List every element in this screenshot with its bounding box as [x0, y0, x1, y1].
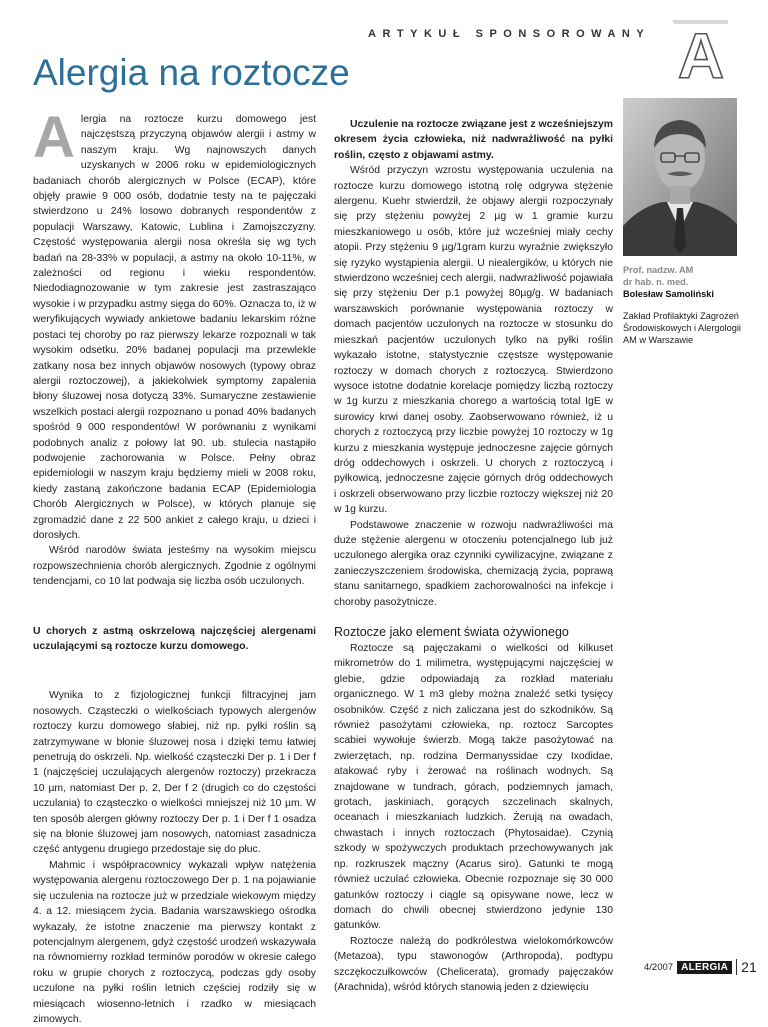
paragraph: Roztocze należą do podkrólestwa wielokomórkowców (Metazoa), typu stawonogów (Arthropoda), podtypu szczękoczułkowców (Chelicerata), gromady pajęczaków (Arachnida), wśród których stanowią jeden z dziewięciu — [334, 935, 613, 993]
lead-statement: U chorych z astmą oskrzelową najczęściej alergenami uczulającymi są roztocze kurzu domowego. — [33, 625, 316, 652]
magazine-letter-badge — [664, 18, 736, 90]
paragraph: Podstawowe znaczenie w rozwoju nadwrażliwości ma duże stężenie alergenu w otoczeniu potencjalnego lub już uczulonego alergika oraz czynniki cywilizacyjne, związane z zanieczyszczeniem środowiska, chemizacją życia, poprawą stanu sanitarnego, spadkiem zachorowalności na infekcje i choroby pasożytnicze. — [334, 519, 613, 608]
author-box — [623, 264, 741, 346]
article-title: Alergia na roztocze — [33, 52, 350, 93]
lead-statement: Uczulenie na roztocze związane jest z wcześniejszym okresem życia człowieka, niż nadwrażliwość na pyłki roślin, często z objawami astmy. — [334, 119, 613, 161]
author-photo — [623, 98, 737, 256]
author-affiliation: Zakład Profilaktyki Zagrożeń Środowiskowych i Alergologii AM w Warszawie — [623, 311, 741, 345]
drop-cap: A — [33, 105, 75, 170]
page-number: 21 — [736, 959, 757, 975]
section-heading: Roztocze jako element świata ożywionego — [334, 625, 569, 639]
intro-text: lergia na roztocze kurzu domowego jest najczęstszą przyczyną objawów alergii i astmy w naszym kraju. Wg najnowszych danych uzyskanych w 2006 roku w epidemiologicznych badaniach chorób alergicznych w Polsce (ECAP), które objęły prawie 9 000 osób, dodatnie testy na te pajęczaki stwierdzono u 24% losowo dobranych respondentów z populacji Warszawy, Katowic, Lublina i Zamojszczyzny. Częstość występowania alergii nosa określa się wg tych badań na 28-33% w populacji, a astmy na około 10-11%, w zależności od regionu i wieku respondentów. Niedodiagnozowanie w tym zakresie jest zastraszająco wysokie i w przypadku astmy sięga do 60%. Oznacza to, iż w weryfikujących wywiady ankietowe badaniu lekarskim różne postaci tej choroby po raz pierwszy lekarze rozpoznali w tak wysokim odsetku. 20% badanej populacji ma przewlekle zatkany nosa bez innych objawów nosowych (typowy obraz alergii roztoczowej), a jakiekolwiek symptomy zapalenia błony śluzowej nosa dotyczą 33%. Sumaryczne zestawienie wszelkich postaci alergii rozpoznano u ponad 40% badanych spośród 9 000 respondentów! W porównaniu z wynikami podobnych analiz z połowy lat 90. ub. stulecia nastąpiło podwojenie zachorowania w Polsce. Pełny obraz epidemiologii w naszym kraju będziemy mieli w 2008 roku, kiedy zastaną zakończone badania ECAP (Epidemiologia Chorób Alergicznych w Polsce), w których planuje się zgromadzić dane z 22 500 ankiet z całego kraju, u dzieci i dorosłych. — [33, 114, 316, 541]
magazine-name: ALERGIA — [677, 961, 732, 974]
middle-column — [334, 117, 613, 995]
paragraph: Wśród narodów świata jesteśmy na wysokim miejscu rozpowszechnienia chorób alergicznych. Zgodnie z ogólnymi tendencjami, co 10 lat podwaja się liczba osób uczulonych. — [33, 545, 316, 588]
issue-number: 4/2007 — [644, 961, 674, 973]
paragraph: Mahmic i współpracownicy wykazali wpływ natężenia występowania alergenu roztoczowego Der p. 1 na pojawianie się uczulenia na roztocze już w przedziale wiekowym między 4. a 12. miesiącem życia. Badania warszawskiego ośrodka wykazały, że istotne znaczenie ma pierwszy kontakt z potencjalnym alergenem, gdyż częstość urodzeń wskazywała na równomierny rozkład terminów porodów w okresie całego roku w grupie chorych z roztoczycą, podczas gdy osoby uczulone na pyłki roślin letnich częściej rodziły się w miesiącach wiosenno-letnich i rzadko w miesiącach zimowych. — [33, 859, 316, 1025]
badge-letter: A — [677, 20, 725, 90]
paragraph: Wynika to z fizjologicznej funkcji filtracyjnej jam nosowych. Cząsteczki o wielkościach typowych alergenów roztoczy kurzu domowego słabiej, niż np. pyłki roślin są zatrzymywane w błonie śluzowej nosa i dzięki temu łatwiej penetrują do oskrzeli. Np. wielkość cząsteczki Der p. 1 i Der f 1 (najczęściej uczulających alergenów roztoczy) przekracza 10 µm, natomiast Der p. 2, Der f 2 (drugich co do częstości uczulania) to cząsteczko o wielkości mniejszej niż 10 µm. W ten sposób alergen główny roztoczy Der p. 1 i Der f 1 osadza się na błonie śluzowej jam nosowych, natomiast zasadnicza część antygenu drugiego przedostaje się do płuc. — [33, 690, 316, 856]
section-kicker: ARTYKUŁ SPONSOROWANY — [368, 28, 651, 40]
paragraph: Wśród przyczyn wzrostu występowania uczulenia na roztocze kurzu domowego istotną rolę odgrywa stężenie alergenu. Kuehr stwierdził, że objawy alergii rozpoczynały się przy stężeniu powyżej 2 µg w 1 gramie kurzu mieszkaniowego u osób, które już wcześniej miały cechy atopii. Przy stężeniu 9 µg/1gram kurzu wyraźnie zwiększyło się ryzyko wystąpienia alergii. U niealergików, u których nie stwierdzono wcześniej cech alergii, nadwrażliwość pojawiała się przy stężeniu Der p.1 powyżej 80µg/g. W badaniach warszawskich porównanie występowania roztoczy w domach pacjentów uczulonych na roztocze w stosunku do mieszkań pacjentów uczulonych tylko na pyłki roślin wykazało istotne, statystycznie częstsze występowanie roztoczy w domach chorych z roztoczycą. Stwierdzono wysoce istotne dodatnie korelacje pomiędzy liczbą roztoczy w 1g kurzu z mieszkania chorego a wartością total IgE w surowicy krwi danej osoby. Zaobserwowano również, iż u chorych z roztoczycą przy liczbie powyżej 10 roztoczy w 1g kurzu z mieszkania występuje jednoczesne zajęcie górnych dróg oddechowych i oskrzeli. U chorych z roztoczycą i pyłkowicą, jednoczesne zajęcie górnych dróg oddechowych i oskrzeli obserwowano przy liczbie roztoczy większej niż 20 w 1g kurzu. — [334, 165, 613, 516]
author-title: Prof. nadzw. AM — [623, 265, 694, 275]
intro-paragraph — [33, 105, 316, 543]
author-name: Bolesław Samoliński — [623, 289, 714, 299]
paragraph: Roztocze są pajęczakami o wielkości od kilkuset mikrometrów do 1 milimetra, występującymi najczęściej w glebie, gdzie odpowiadają za rozkład materiału organicznego. W 1 m3 gleby można znaleźć setki tysięcy osobników. Część z nich zaliczana jest do szkodników. Są również pasożytami człowieka, np. roztocz Sarcoptes scabiei wywołuje świerzb. Mogą także pasożytować na zwierzętach, np. rodzina Dermanyssidae czy Ixodidae, atakować ryby i żerować na roślinach wodnych. Są znajdowane w tundrach, górach, podziemnych jamach, grotach, jaskiniach, gorących szczelinach skalnych, oceanach i mieszkaniach ludzkich. Żerują na owadach, chwastach i innych roztoczach (Phytosaidae). Czynią szkody w spożywczych produktach przechowywanych jak np. rozkruszek mączny (Acarus siro). Gatunki te mogą również uczulać człowieka. Obecnie rozpoznaje się 30 000 gatunków roztoczy i ciągle są opisywane nowe, lecz w domach do chwili obecnej stwierdzono jedynie 130 gatunków. — [334, 643, 613, 932]
page-footer — [644, 959, 757, 975]
author-degree: dr hab. n. med. — [623, 277, 689, 287]
left-column — [33, 105, 316, 1027]
